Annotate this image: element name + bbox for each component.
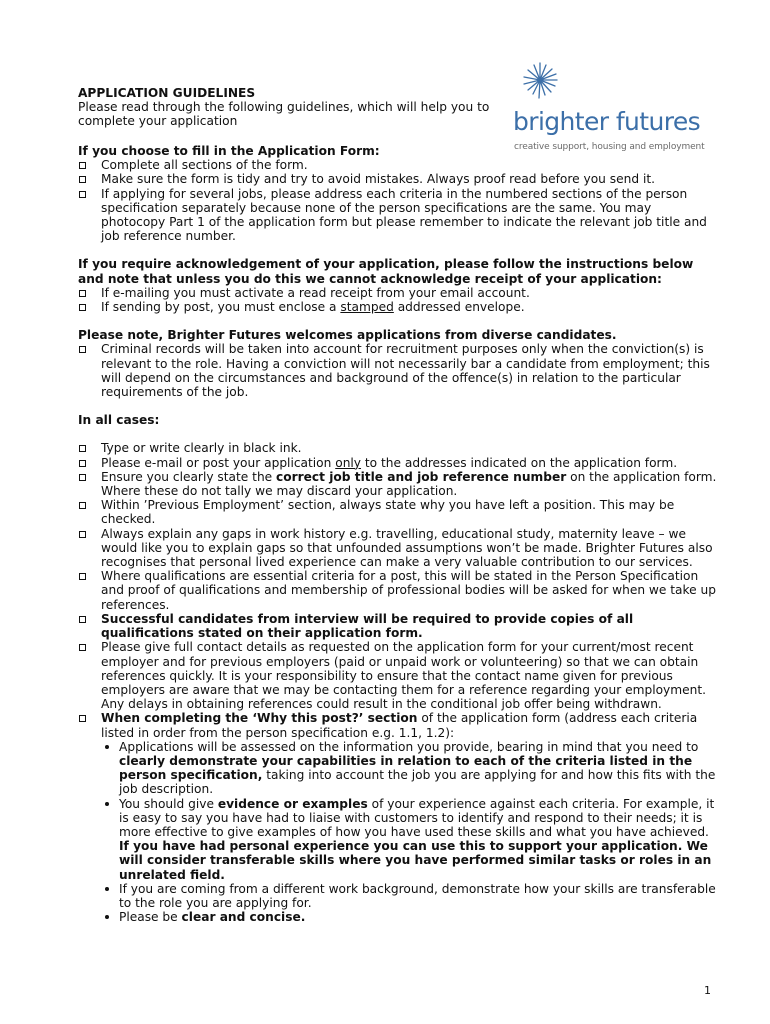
sub-list-item: Please be clear and concise. [101,910,718,924]
why-this-post-sublist [101,740,718,925]
list-item: Criminal records will be taken into account for recruitment purposes only when the conviction(s) is relevant to the role. Having a conviction will not necessarily bar a candidate from employment; this will depend on the circumstances and background of the offence(s) in relation to the particular requirements of the job. [78,342,718,399]
page-title: APPLICATION GUIDELINES [78,86,256,100]
list-item: Complete all sections of the form. [78,158,718,172]
list-item: Please e-mail or post your application only to the addresses indicated on the application form. [78,456,718,470]
section-heading-acknowledgement: If you require acknowledgement of your application, please follow the instructions below and note that unless you do this we cannot acknowledge receipt of your application: [78,257,694,286]
acknowledgement-list [78,286,718,314]
list-item: When completing the ‘Why this post?’ section of the application form (address each criteria listed in order from the person specification e.g. 1.1, 1.2): Applications will be assessed on the information you provide, bearing in mind that you need to clearly demonstrate your capabilities in relation to each of the criteria listed in the person specification, taking into account the job you are applying for and how this fits with the job description. You should give evidence or examples of your experience against each criteria. For example, it is easy to say you have had to liaise with customers to identify and respond to their needs; it is more effective to give examples of how you have used these skills and what you have achieved. If you have had personal experience you can use this to support your application. We will consider transferable skills where you have performed similar tasks or roles in an unrelated field. If you are coming from a different work background, demonstrate how your skills are transferable to the role you are applying for. Please be clear and concise. [78,711,718,924]
brighter-futures-logo [508,62,723,157]
logo-wordmark: brighter futures [513,107,701,136]
list-item: Type or write clearly in black ink. [78,441,718,455]
list-item: Successful candidates from interview will be required to provide copies of all qualifications stated on their application form. [78,612,718,640]
page-number: 1 [704,984,711,997]
list-item: Where qualifications are essential criteria for a post, this will be stated in the Person Specification and proof of qualifications and membership of professional bodies will be asked for when we take up references. [78,569,718,612]
intro-text: Please read through the following guidelines, which will help you to complete your application [78,100,490,129]
sub-list-item: If you are coming from a different work background, demonstrate how your skills are transferable to the role you are applying for. [101,882,718,910]
list-item: Ensure you clearly state the correct job title and job reference number on the application form. Where these do not tally we may discard your application. [78,470,718,498]
list-item: If e-mailing you must activate a read receipt from your email account. [78,286,718,300]
guidelines-body [78,144,718,924]
list-item: If sending by post, you must enclose a stamped addressed envelope. [78,300,718,314]
section-heading-application-form: If you choose to fill in the Application Form: [78,144,380,158]
section-heading-all-cases: In all cases: [78,413,160,428]
list-item: Make sure the form is tidy and try to avoid mistakes. Always proof read before you send it. [78,172,718,186]
list-item: If applying for several jobs, please address each criteria in the numbered sections of the person specification separately because none of the person specifications are the same. You may photocopy Part 1 of the application form but please remember to indicate the relevant job title and job reference number. [78,187,718,244]
section-heading-diversity: Please note, Brighter Futures welcomes applications from diverse candidates. [78,328,617,343]
list-item: Within ’Previous Employment’ section, always state why you have left a position. This may be checked. [78,498,718,526]
logo-tagline: creative support, housing and employment [514,142,705,152]
header [78,86,498,129]
application-form-list [78,158,718,243]
diversity-list [78,342,718,399]
list-item: Please give full contact details as requested on the application form for your current/most recent employer and for previous employers (paid or unpaid work or volunteering) so that we can obtain references quickly. It is your responsibility to ensure that the contact name given for previous employers are aware that we may be contacting them for a reference regarding your employment. Any delays in obtaining references could result in the conditional job offer being withdrawn. [78,640,718,711]
all-cases-list [78,441,718,924]
sub-list-item: You should give evidence or examples of your experience against each criteria. For example, it is easy to say you have had to liaise with customers to identify and respond to their needs; it is more effective to give examples of how you have used these skills and what you have achieved. If you have had personal experience you can use this to support your application. We will consider transferable skills where you have performed similar tasks or roles in an unrelated field. [101,797,718,882]
sub-list-item: Applications will be assessed on the information you provide, bearing in mind that you need to clearly demonstrate your capabilities in relation to each of the criteria listed in the person specification, taking into account the job you are applying for and how this fits with the job description. [101,740,718,797]
list-item: Always explain any gaps in work history e.g. travelling, educational study, maternity leave – we would like you to explain gaps so that unfounded assumptions won’t be made. Brighter Futures also recognises that personal lived experience can make a very valuable contribution to our services. [78,527,718,570]
sunburst-icon [508,62,588,112]
